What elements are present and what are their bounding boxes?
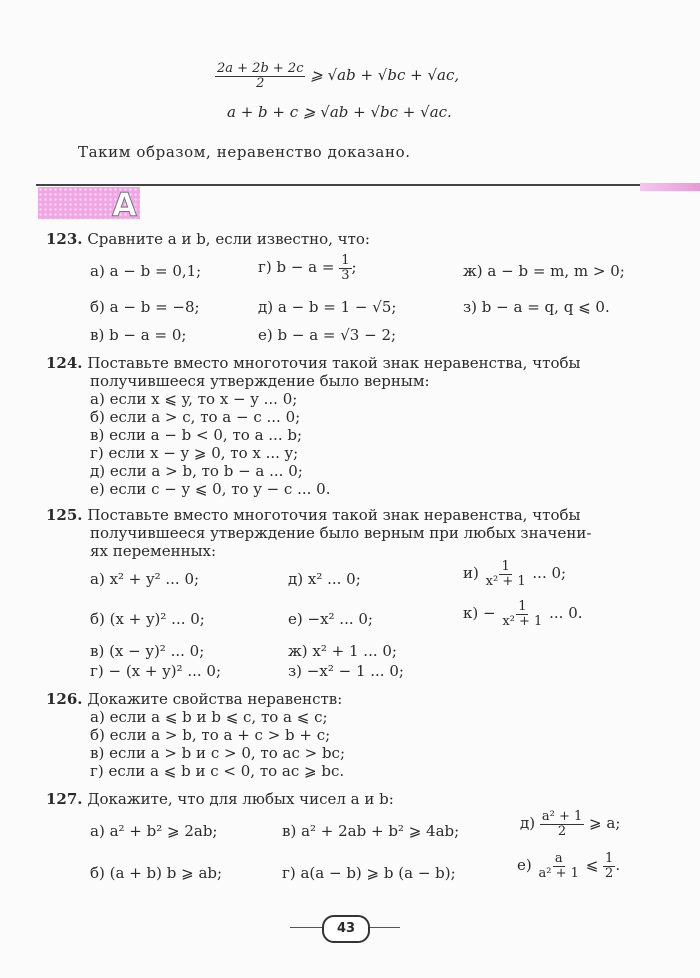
fraction-denominator: 2 (605, 865, 614, 881)
list-item: в) если a > b и c > 0, то ac > bc; (90, 744, 346, 762)
problem-stem: Докажите свойства неравенств: (87, 690, 343, 708)
p127-e-pre: е) (517, 856, 532, 875)
problem-number: 124. (46, 354, 83, 372)
p127-d (520, 810, 620, 838)
p125-i (463, 560, 566, 588)
problem-stem-line-2: получившееся утверждение было верным: (90, 372, 430, 390)
p127-b: б) (a + b) b ⩾ ab; (90, 864, 223, 882)
p123-zh: ж) a − b = m, m > 0; (463, 262, 625, 280)
problem-126-header (46, 690, 342, 708)
problem-number: 125. (46, 506, 83, 524)
list-item: г) если x − y ⩾ 0, то x ... y; (90, 444, 299, 462)
list-item: а) если x ⩽ y, то x − y ... 0; (90, 390, 298, 408)
problem-stem-line-1: Поставьте вместо многоточия такой знак неравенства, чтобы (87, 506, 581, 524)
problem-stem-line-3: ях переменных: (90, 542, 217, 560)
p127-v: в) a² + 2ab + b² ⩾ 4ab; (282, 822, 460, 840)
problem-123-header (46, 230, 370, 248)
problem-stem: Сравните a и b, если известно, что: (87, 230, 370, 248)
page-number-line-left (290, 927, 322, 928)
p127-e-post: . (615, 856, 621, 875)
p125-g: г) − (x + y)² ... 0; (90, 662, 222, 680)
p123-a: а) a − b = 0,1; (90, 262, 202, 280)
p127-e-frac (537, 852, 581, 880)
p125-e: е) −x² ... 0; (288, 610, 373, 628)
fraction-numerator: 2a + 2b + 2c (217, 61, 304, 76)
p127-e-mid: ⩽ (585, 856, 599, 875)
list-item: б) если a > c, то a − c ... 0; (90, 408, 301, 426)
section-accent-bar (640, 183, 700, 191)
fraction-numerator: 1 (501, 559, 510, 574)
p125-a: а) x² + y² ... 0; (90, 570, 200, 588)
p123-v: в) b − a = 0; (90, 326, 187, 344)
fraction-numerator: 1 (341, 253, 350, 268)
p123-g-frac (339, 254, 351, 282)
p123-b: б) a − b = −8; (90, 298, 200, 316)
page-number: 43 (322, 915, 370, 943)
problem-127-header (46, 790, 394, 808)
list-item: а) если a ⩽ b и b ⩽ c, то a ⩽ c; (90, 708, 328, 726)
p125-k-post: ... 0. (549, 604, 583, 623)
p123-g (258, 254, 357, 282)
list-item: в) если a − b < 0, то a ... b; (90, 426, 303, 444)
p127-a: а) a² + b² ⩾ 2ab; (90, 822, 218, 840)
problem-125-header (46, 506, 580, 524)
p127-d-post: ⩾ a; (589, 814, 621, 833)
p125-b: б) (x + y)² ... 0; (90, 610, 205, 628)
p127-d-pre: д) (520, 814, 536, 833)
formula-fraction (215, 62, 305, 90)
problem-stem-line-2: получившееся утверждение было верным при любых значени- (90, 524, 592, 542)
p125-zh: ж) x² + 1 ... 0; (288, 642, 397, 660)
formula-rest: ⩾ √ab + √bc + √ac, (310, 66, 460, 85)
problem-number: 127. (46, 790, 83, 808)
p123-z: з) b − a = q, q ⩽ 0. (463, 298, 610, 316)
problem-number: 123. (46, 230, 83, 248)
fraction-numerator: a (554, 851, 563, 866)
fraction-denominator: 2 (256, 75, 265, 91)
list-item: б) если a > b, то a + c > b + c; (90, 726, 331, 744)
fraction-denominator: x² + 1 (502, 613, 543, 629)
fraction-numerator: a² + 1 (541, 809, 583, 824)
p125-i-post: ... 0; (532, 564, 567, 583)
list-item: г) если a ⩽ b и c < 0, то ac ⩾ bc. (90, 762, 345, 780)
p127-e (517, 852, 620, 880)
p125-i-pre: и) (463, 564, 479, 583)
problem-stem-line-1: Поставьте вместо многоточия такой знак неравенства, чтобы (87, 354, 581, 372)
p125-v: в) (x − y)² ... 0; (90, 642, 205, 660)
p123-d: д) a − b = 1 − √5; (258, 298, 397, 316)
p125-k (463, 600, 583, 628)
p127-d-frac (540, 810, 584, 838)
p127-e-frac-2 (603, 852, 615, 880)
fraction-denominator: a² + 1 (538, 865, 579, 881)
formula-line-2: a + b + c ⩾ √ab + √bc + √ac. (227, 103, 452, 121)
fraction-denominator: 3 (341, 267, 350, 283)
page-number-line-right (368, 927, 400, 928)
list-item: д) если a > b, то b − a ... 0; (90, 462, 303, 480)
problem-stem: Докажите, что для любых чисел a и b: (87, 790, 394, 808)
formula-line-1 (215, 62, 459, 90)
p125-k-frac (500, 600, 544, 628)
section-letter: А (112, 186, 137, 224)
fraction-denominator: 2 (557, 823, 567, 839)
problem-number: 126. (46, 690, 83, 708)
p123-g-post: ; (351, 258, 357, 277)
p123-e: е) b − a = √3 − 2; (258, 326, 397, 344)
intro-text: Таким образом, неравенство доказано. (78, 143, 411, 161)
p127-g: г) a(a − b) ⩾ b (a − b); (282, 864, 456, 882)
p125-z: з) −x² − 1 ... 0; (288, 662, 404, 680)
fraction-denominator: x² + 1 (485, 573, 526, 589)
p125-i-frac (484, 560, 528, 588)
fraction-numerator: 1 (605, 851, 614, 866)
p123-g-pre: г) b − a = (258, 258, 335, 277)
p125-k-pre: к) − (463, 604, 496, 623)
problem-124-header (46, 354, 580, 372)
fraction-numerator: 1 (518, 599, 527, 614)
p125-d: д) x² ... 0; (288, 570, 361, 588)
list-item: е) если c − y ⩽ 0, то y − c ... 0. (90, 480, 331, 498)
